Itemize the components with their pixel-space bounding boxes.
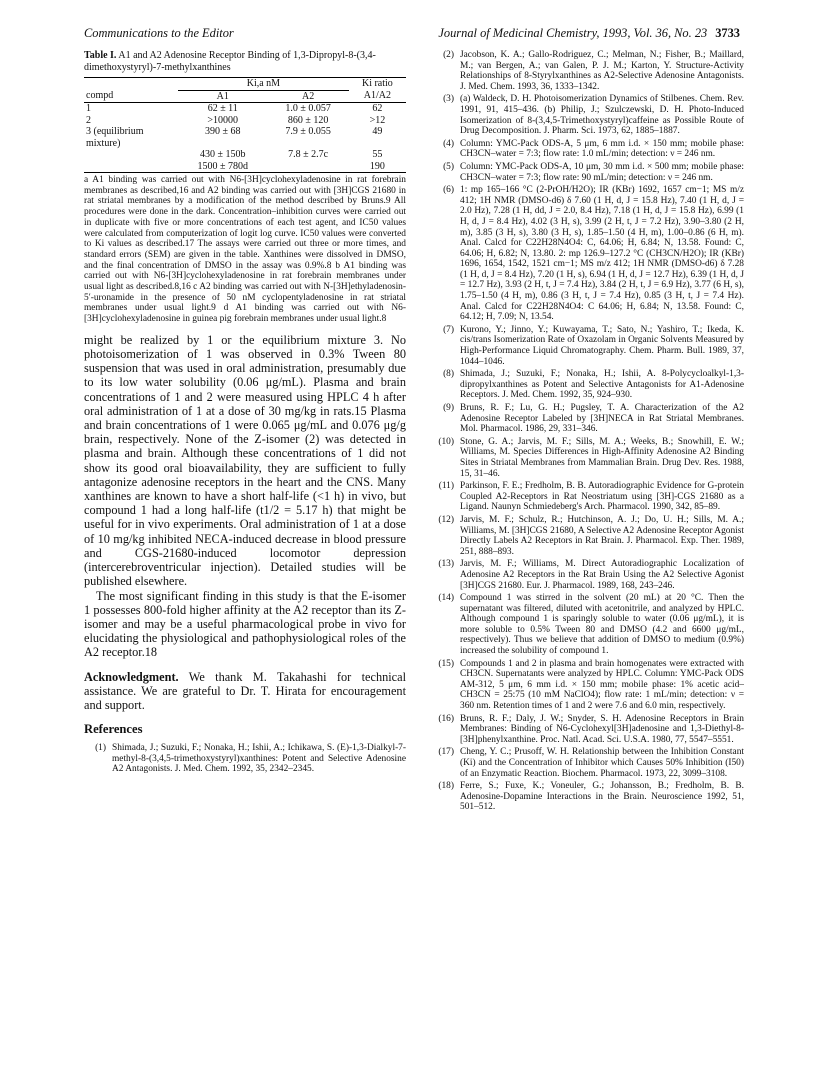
col-ratio-header: A1/A2 — [363, 90, 391, 101]
reference-text: Parkinson, F. E.; Fredholm, B. B. Autoradiographic Evidence for G-protein Coupled A2-Receptors in Rat Neostriatum using [3H]-CGS 21680 as a Ligand. Naunyn Schmiedeberg's Arch. Pharmacol. 1990, 342, 85–89. — [460, 481, 744, 513]
reference-item — [432, 659, 744, 712]
cell-compd: 2 — [86, 114, 91, 126]
cell-compd — [84, 161, 178, 173]
cell-a2: 7.8 ± 2.7c — [288, 149, 329, 160]
reference-text: Kurono, Y.; Jinno, Y.; Kuwayama, T.; Sato, N.; Yashiro, T.; Ikeda, K. cis/trans Isomerization Rate of Oxazolam in Organic Solvents Measured by High-Performance Liquid Chromatography. Chem. Pharm. Bull. 1989, 37, 1044–1046. — [460, 324, 744, 367]
cell-a1: 62 ± 11 — [207, 103, 238, 114]
reference-text: Jacobson, K. A.; Gallo-Rodriguez, C.; Melman, N.; Fisher, B.; Maillard, M.; van Bergen, A.; van Galen, P. J. M.; Karton, Y. Structure-Activity Relationships of 8-Styrylxanthines as A2-Selective Adenosine Antagonists. J. Med. Chem. 1993, 36, 1333–1342. — [460, 50, 744, 92]
ki-group-header: Ki,a nM — [178, 78, 349, 91]
acknowledgment — [84, 670, 406, 713]
reference-text: Shimada, J.; Suzuki, F.; Nonaka, H.; Ishii, A. 8-Polycycloalkyl-1,3-dipropylxanthines as Potent and Selective Antagonists for A1-Adenosine Receptors. J. Med. Chem. 1992, 35, 924–930. — [460, 369, 744, 401]
cell-ratio: 55 — [372, 149, 383, 160]
table-label: Table I. — [84, 50, 117, 61]
reference-text: Shimada, J.; Suzuki, F.; Nonaka, H.; Ishii, A.; Ichikawa, S. (E)-1,3-Dialkyl-7-methyl-8-(3,4,5-trimethoxystyryl)xanthines: Potent and Selective Adenosine A2 Antagonists. J. Med. Chem. 1992, 35, 2342–2345. — [112, 743, 406, 775]
cell-a1: 390 ± 68 — [205, 126, 241, 137]
reference-number: (7) — [443, 324, 454, 335]
table-row — [84, 161, 406, 173]
reference-item — [432, 403, 744, 435]
left-column — [84, 50, 406, 777]
reference-number: (14) — [438, 593, 454, 604]
cell-a2: 1.0 ± 0.057 — [285, 103, 331, 114]
reference-number: (9) — [443, 403, 454, 413]
table-row — [84, 103, 406, 115]
cell-compd: 1 — [86, 103, 91, 114]
table-footnote: a A1 binding was carried out with N6-[3H]cyclohexyladenosine in rat forebrain membranes as described,16 and A2 binding was carried out with [3H]CGS 21680 in rat striatal membranes by a modification of the method described by Bruns.9 All procedures were done in the dark. Concentration–inhibition curves were carried out in duplicate with five or more concentrations of each test agent, and IC50 values were calculated from computerization of logit log curve. IC50 values were converted to Ki values as described.17 The assays were carried out three or more times, and standard errors (SEM) are given in the table. Xanthines were dissolved in DMSO, and the final concentration of DMSO in the assay was 0.9%.8 b A1 binding was carried out with N6-[3H]cyclohexyladenosine in rat forebrain membranes under usual light as described.8,16 c A2 binding was carried out with N-[3H]ethyladenosin-5′-uronamide in the presence of 50 nM cyclopentyladenosine in rat striatal membranes under usual light.9 d A1 binding was carried out with N6-[3H]cyclohexyladenosine in guinea pig forebrain membranes under usual light.8 — [84, 175, 406, 325]
cell-ratio: 49 — [372, 126, 383, 137]
cell-a1: 1500 ± 780d — [197, 160, 248, 172]
page-number: 3733 — [715, 26, 740, 40]
table-row — [84, 115, 406, 127]
reference-number: (2) — [443, 50, 454, 60]
cell-compd: 3 (equilibrium mixture) — [86, 126, 144, 149]
reference-text: Column: YMC-Pack ODS-A, 10 μm, 30 mm i.d. × 500 mm; mobile phase: CH3CN–water = 7:3; flow rate: 90 mL/min; detection: ν = 246 nm. — [460, 161, 744, 183]
reference-item — [432, 515, 744, 557]
reference-text: Cheng, Y. C.; Prusoff, W. H. Relationship between the Inhibition Constant (Ki) and the Concentration of Inhibitor which Causes 50% Inhibition (I50) of an Enzymatic Reaction. Biochem. Pharmacol. 1973, 22, 3099–3108. — [460, 747, 744, 779]
reference-item — [432, 162, 744, 183]
table-row — [84, 126, 406, 149]
reference-number: (17) — [438, 747, 454, 758]
ki-ratio-header: Ki ratio — [361, 78, 393, 89]
reference-text: Stone, G. A.; Jarvis, M. F.; Sills, M. A.; Weeks, B.; Snowhill, E. W.; Williams, M. Species Differences in High-Affinity Adenosine A2 Binding Sites in Striatal Membranes from Mammalian Brain. Drug Dev. Res. 1988, 15, 31–46. — [460, 436, 744, 479]
reference-item — [432, 559, 744, 591]
reference-number: (15) — [438, 658, 454, 669]
reference-text: Ferre, S.; Fuxe, K.; Voneuler, G.; Johansson, B.; Fredholm, B. B. Adenosine-Dopamine Interactions in the Brain. Neuroscience 1992, 51, 501–512. — [460, 781, 744, 813]
body-paragraph: might be realized by 1 or the equilibrium mixture 3. No photoisomerization of 1 was observed in 0.3% Tween 80 suspension that was used in oral administration, presumably due to its low water solubility (0.06 μg/mL). Plasma and brain concentrations of 1 and 2 were measured using HPLC 4 h after oral administration of 1 at a dose of 30 mg/kg in rats.15 Plasma and brain concentrations of 1 were 0.065 μg/mL and 0.076 μg/g brain, respectively. None of the Z-isomer (2) was detected in plasma and brain. Although these concentrations of 1 did not show its good oral bioavailability, they are sufficient to fully antagonize adenosine receptors in the heart and the CNS. Many xanthines are known to have a short half-life (<1 h) in vivo, but compound 1 had a long half-life (t1/2 = 5.17 h) that might be useful for in vivo experiments. Oral administration of 1 at a dose of 10 mg/kg inhibited NECA-induced decrease in blood pressure and CGS-21680-induced locomotor depression (intercerebroventricular injection). Detailed studies will be published elsewhere. — [84, 332, 406, 589]
cell-a2: 860 ± 120 — [287, 114, 329, 126]
reference-item — [432, 781, 744, 813]
reference-text: Bruns, R. F.; Lu, G. H.; Pugsley, T. A. Characterization of the A2 Adenosine Receptor Labeled by [3H]NECA in Rat Striatal Membranes. Mol. Pharmacol. 1986, 29, 331–346. — [460, 403, 744, 435]
reference-number: (8) — [443, 369, 454, 380]
reference-text: Bruns, R. F.; Daly, J. W.; Snyder, S. H. Adenosine Receptors in Brain Membranes: Binding of N6-Cyclohexyl[3H]adenosine and 1,3-Diethyl-8-[3H]phenylxanthine. Proc. Natl. Acad. Sci. U.S.A. 1980, 77, 5547–5551. — [460, 713, 744, 745]
reference-text: (a) Waldeck, D. H. Photoisomerization Dynamics of Stilbenes. Chem. Rev. 1991, 91, 415–436. (b) Philip, J.; Szulczewski, D. H. Photo-Induced Isomerization of 8-(3,4,5-Trimethoxystyryl)caffeine as Possible Route of Drug Decomposition. J. Pharm. Sci. 1973, 62, 1885–1887. — [460, 94, 744, 137]
reference-text: Compound 1 was stirred in the solvent (20 mL) at 20 °C. Then the supernatant was filtered, diluted with acetonitrile, and analyzed by HPLC. Although compound 1 is sparingly soluble to water (0.06 μg/mL), it is more soluble to 0.5% Tween 80 and DMSO (4.2 and 6600 μg/mL, respectively). Thus we believe that addition of DMSO to medium (0.9%) increased the solubility of compound 1. — [460, 593, 744, 657]
table-caption — [84, 50, 406, 74]
reference-number: (4) — [443, 138, 454, 149]
col-a2-header: A2 — [302, 90, 315, 102]
reference-number: (12) — [438, 514, 454, 525]
reference-item — [432, 481, 744, 513]
cell-a1: 430 ± 150b — [200, 149, 246, 160]
reference-item — [432, 714, 744, 746]
table-row — [84, 149, 406, 161]
references-heading: References — [84, 722, 143, 737]
reference-item — [432, 50, 744, 92]
cell-a1: >10000 — [207, 114, 239, 126]
cell-a2 — [268, 161, 349, 173]
reference-number: (18) — [438, 781, 454, 792]
reference-number: (11) — [438, 481, 454, 492]
reference-text: 1: mp 165–166 °C (2-PrOH/H2O); IR (KBr) 1692, 1657 cm−1; MS m/z 412; 1H NMR (DMSO-d6) δ 7.60 (1 H, d, J = 15.8 Hz), 7.40 (1 H, d, J = 2.0 Hz), 7.28 (1 H, dd, J = 2.0, 8.4 Hz), 7.18 (1 H, d, J = 15.8 Hz), 6.99 (1 H, d, J = 8.4 Hz), 4.02 (3 H, s), 3.99 (2 H, t, J = 7.2 Hz), 3.90–3.80 (2 H, m), 3.85 (3 H, s), 3.80 (3 H, s), 1.85–1.50 (4 H, m), 1.00–0.86 (6 H, m). Anal. Calcd for C22H28N4O4: C, 64.06; H, 6.84; N, 13.58. Found: C, 64.06; H, 6.82; N, 13.80. 2: mp 126.9–127.2 °C (CH3CN/H2O); IR (KBr) 1696, 1654, 1542, 1521 cm−1; MS m/z 412; 1H NMR (DMSO-d6) δ 7.28 (1 H, d, J = 8.4 Hz), 7.20 (1 H, s), 6.94 (1 H, d, J = 12.7 Hz), 6.39 (1 H, d, J = 12.7 Hz), 3.93 (2 H, t, J = 7.4 Hz), 3.84 (2 H, t, J = 6.9 Hz), 3.77 (6 H, s), 1.75–1.50 (4 H, m), 0.86 (3 H, t, J = 7.4 Hz), 0.85 (3 H, t, J = 7.4 Hz). Anal. Calcd for C22H28N4O4: C 64.06; H, 6.84; N, 13.58. Found: C, 64.12; H, 7.09; N, 13.54. — [460, 185, 744, 323]
reference-number: (13) — [438, 559, 454, 570]
col-compd-header: compd — [86, 90, 114, 101]
reference-item — [432, 94, 744, 136]
acknowledgment-title: Acknowledgment. — [84, 669, 179, 684]
cell-ratio: 62 — [372, 103, 383, 114]
table-title: A1 and A2 Adenosine Receptor Binding of 1,3-Dipropyl-8-(3,4-dimethoxystyryl)-7-methylxanthines — [84, 50, 376, 73]
body-paragraph: The most significant finding in this study is that the E-isomer 1 possesses 800-fold higher affinity at the A2 receptor than its Z-isomer and may be a useful pharmacological probe in vivo for elucidating the physiological and pathophysiological roles of the A2 receptor.18 — [84, 588, 406, 660]
reference-number: (1) — [95, 743, 106, 754]
reference-item — [432, 139, 744, 160]
journal-citation: Journal of Medicinal Chemistry, 1993, Vol. 36, No. 23 — [438, 26, 708, 40]
cell-a2: 7.9 ± 0.055 — [285, 126, 331, 137]
reference-text: Column: YMC-Pack ODS-A, 5 μm, 6 mm i.d. × 150 mm; mobile phase: CH3CN–water = 7:3; flow rate: 1.0 mL/min; detection: ν = 246 nm. — [460, 138, 744, 160]
reference-item — [432, 185, 744, 323]
cell-ratio: >12 — [369, 114, 386, 126]
col-a1-header: A1 — [216, 90, 229, 102]
reference-item — [432, 747, 744, 779]
right-column — [432, 50, 744, 815]
reference-number: (6) — [443, 185, 454, 196]
reference-item — [432, 325, 744, 367]
reference-item — [432, 593, 744, 657]
reference-item — [432, 369, 744, 401]
reference-item — [84, 743, 406, 775]
running-header-left: Communications to the Editor — [84, 26, 234, 40]
running-header-right — [438, 26, 740, 41]
cell-ratio: 190 — [369, 160, 385, 172]
reference-item — [432, 437, 744, 479]
reference-number: (3) — [443, 94, 454, 105]
cell-compd — [84, 149, 178, 161]
reference-text: Jarvis, M. F.; Williams, M. Direct Autoradiographic Localization of Adenosine A2 Receptors in the Rat Brain Using the A2 Selective Agonist [3H]CGS 21680. Eur. J. Pharmacol. 1989, 168, 243–246. — [460, 559, 744, 591]
reference-number: (16) — [438, 713, 454, 724]
reference-text: Compounds 1 and 2 in plasma and brain homogenates were extracted with CH3CN. Supernatants were analyzed by HPLC. Column: YMC-Pack ODS AM-312, 5 μm, 6 mm i.d. × 150 mm; mobile phase: 1% acetic acid–CH3CN = 25:75 (10 mM NaClO4); flow rate: 1 mL/min; detection: ν = 360 nm. Retention times of 1 and 2 were 7.6 and 6.0 min, respectively. — [460, 658, 744, 712]
acknowledgment-text: We thank M. Takahashi for technical assistance. We are grateful to Dr. T. Hirata for encouragement and support. — [84, 669, 406, 712]
binding-table — [84, 77, 406, 173]
reference-number: (10) — [438, 436, 454, 447]
reference-number: (5) — [443, 161, 454, 172]
reference-text: Jarvis, M. F.; Schulz, R.; Hutchinson, A. J.; Do, U. H.; Sills, M. A.; Williams, M. [3H]CGS 21680, A Selective A2 Adenosine Receptor Agonist Directly Labels A2 Receptors in Rat Brain. J. Pharmacol. Exp. Ther. 1989, 251, 888–893. — [460, 514, 744, 557]
